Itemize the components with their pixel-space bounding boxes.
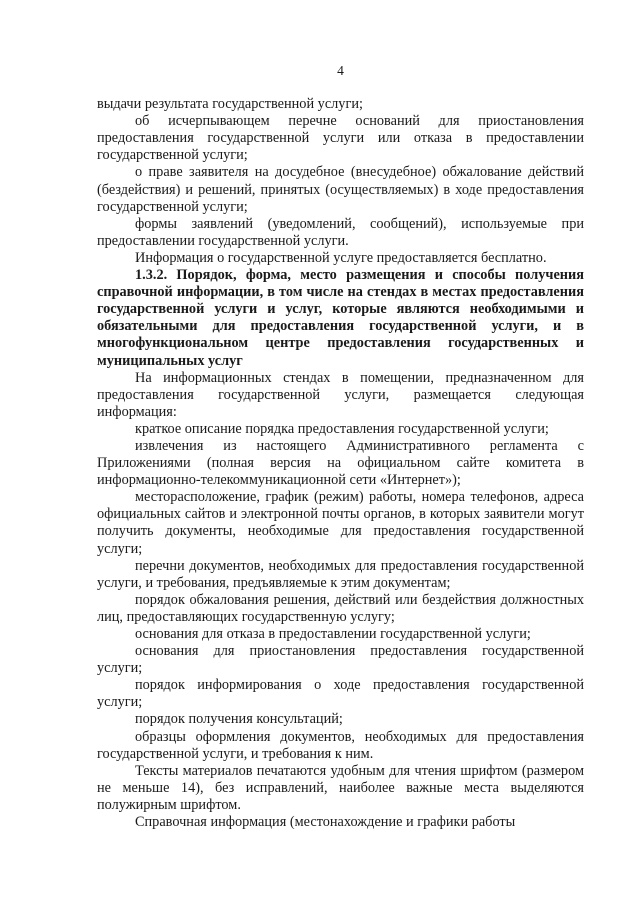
page-number: 4 — [337, 63, 344, 78]
list-item: порядок информирования о ходе предоставления государственной услуги; — [97, 677, 584, 711]
paragraph: На информационных стендах в помещении, предназначенном для предоставления государственной услуги, размещается следующая информация: — [97, 369, 584, 420]
paragraph: формы заявлений (уведомлений, сообщений), используемые при предоставлении государственной услуги. — [97, 215, 584, 249]
paragraph: о праве заявителя на досудебное (внесудебное) обжалование действий (бездействия) и решений, принятых (осуществляемых) в ходе предоставления государственной услуги; — [97, 164, 584, 215]
list-item: извлечения из настоящего Административного регламента с Приложениями (полная версия на официальном сайте комитета в информационно-телекоммуникационной сети «Интернет»); — [97, 437, 584, 489]
paragraph: Информация о государственной услуге предоставляется бесплатно. — [135, 249, 547, 266]
paragraph: Тексты материалов печатаются удобным для чтения шрифтом (размером не меньше 14), без исправлений, наиболее важные места выделяются полужирным шрифтом. — [97, 762, 584, 813]
paragraph: Справочная информация (местонахождение и графики работы — [135, 814, 516, 831]
list-item: порядок получения консультаций; — [135, 711, 343, 728]
list-item: порядок обжалования решения, действий или бездействия должностных лиц, предоставляющих государственную услугу; — [97, 591, 584, 625]
list-item: основания для приостановления предоставления государственной услуги; — [97, 643, 584, 677]
list-item: образцы оформления документов, необходимых для предоставления государственной услуги, и требования к ним. — [97, 728, 584, 762]
paragraph: выдачи результата государственной услуги; — [97, 96, 363, 113]
section-heading: 1.3.2. Порядок, форма, место размещения и способы получения справочной информации, в том числе на стендах в местах предоставления государственной услуги и услуг, которые являются необходимыми и обязательными для предоставления государственной услуги, и в многофункциональном центре предоставления государственных и муниципальных услуг — [97, 267, 584, 369]
list-item: месторасположение, график (режим) работы, номера телефонов, адреса официальных сайтов и электронной почты органов, в которых заявители могут получить документы, необходимые для предоставления государственной услуги; — [97, 489, 584, 557]
list-item: основания для отказа в предоставлении государственной услуги; — [135, 626, 531, 642]
list-item: краткое описание порядка предоставления государственной услуги; — [135, 420, 549, 437]
list-item: перечни документов, необходимых для предоставления государственной услуги, и требования, предъявляемые к этим документам; — [97, 557, 584, 591]
paragraph: об исчерпывающем перечне оснований для приостановления предоставления государственной услуги или отказа в предоставлении государственной услуги; — [97, 113, 584, 164]
